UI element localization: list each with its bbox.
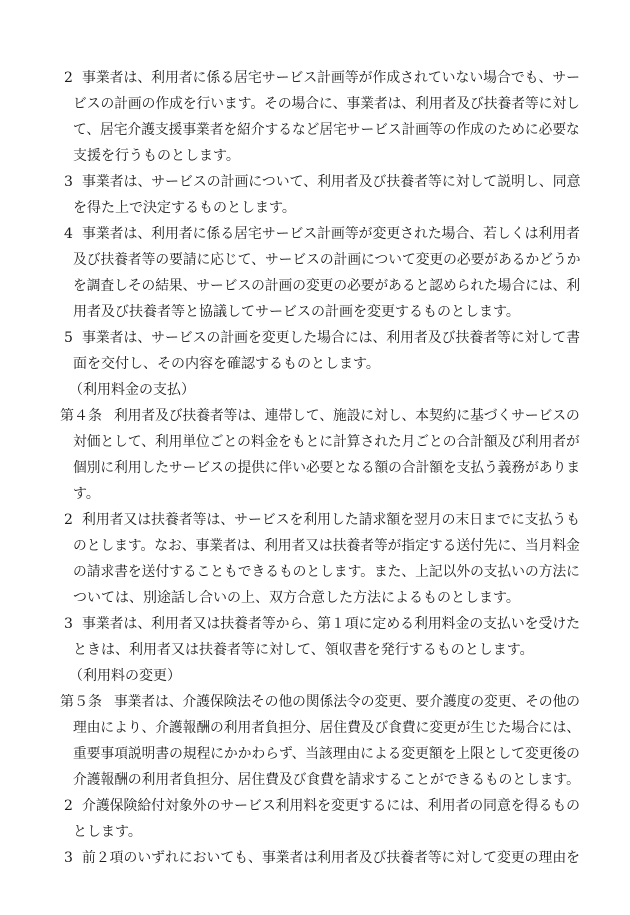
- line-text: ビスの計画の作成を行います。その場合に、事業者は、利用者及び扶養者等に対し: [73, 96, 580, 112]
- line-text: を得た上で決定するものとします。: [73, 200, 296, 216]
- line-text: 事業者は、利用者に係る居宅サービス計画等が作成されていない場合でも、サー: [82, 70, 581, 86]
- line-text: 事業者は、サービスの計画について、利用者及び扶養者等に対して説明し、同意: [82, 174, 581, 190]
- line-text: のとします。なお、事業者は、利用者又は扶養者等が指定する送付先に、当月料金: [73, 538, 580, 554]
- clause-number: 2: [64, 70, 73, 86]
- line-text: す。: [73, 486, 100, 502]
- line-text: 用者及び扶養者等と協議してサービスの計画を変更するものとします。: [73, 304, 520, 320]
- line-text: 支援を行うものとします。: [73, 148, 240, 164]
- clause-number: 5: [64, 330, 73, 346]
- line-text: を調査しその結果、サービスの計画の変更の必要があると認められた場合には、利: [73, 278, 581, 294]
- line-text: て、居宅介護支援事業者を紹介するなど居宅サービス計画等の作成のために必要な: [73, 122, 580, 138]
- line-text: ついては、別途話し合いの上、双方合意した方法によるものとします。: [73, 590, 520, 606]
- clause-number: 2: [64, 798, 73, 814]
- line-text: 介護保険給付対象外のサービス利用料を変更するには、利用者の同意を得るもの: [82, 798, 581, 814]
- line-text: 事業者は、サービスの計画を変更した場合には、利用者及び扶養者等に対して書: [82, 330, 581, 346]
- clause-number: 3: [64, 616, 73, 632]
- line-text: 及び扶養者等の要請に応じて、サービスの計画について変更の必要があるかどうか: [73, 252, 581, 268]
- line-text: 事業者は、利用者又は扶養者等から、第１項に定める利用料金の支払いを受けた: [82, 616, 581, 632]
- article-number: 第４条: [60, 408, 102, 424]
- article-caption: （利用料金の支払）: [69, 382, 195, 398]
- line-text: 重要事項説明書の規程にかかわらず、当該理由による変更額を上限として変更後の: [73, 746, 580, 762]
- clause-number: 3: [64, 850, 73, 866]
- line-text: 利用者又は扶養者等は、サービスを利用した請求額を翌月の末日までに支払うも: [82, 512, 581, 528]
- line-text: 介護報酬の利用者負担分、居住費及び食費を請求することができるものとします。: [73, 772, 580, 788]
- line-text: ときは、利用者又は扶養者等に対して、領収書を発行するものとします。: [73, 642, 534, 658]
- line-text: 個別に利用したサービスの提供に伴い必要となる額の合計額を支払う義務がありま: [73, 460, 581, 476]
- line-text: 理由により、介護報酬の利用者負担分、居住費及び食費に変更が生じた場合には、: [73, 720, 581, 736]
- line-text: 前２項のいずれにおいても、事業者は利用者及び扶養者等に対して変更の理由を: [82, 850, 581, 866]
- article-number: 第５条: [60, 694, 102, 710]
- line-text: 利用者及び扶養者等は、連帯して、施設に対し、本契約に基づくサービスの: [114, 408, 580, 424]
- line-text: 対価として、利用単位ごとの料金をもとに計算された月ごとの合計額及び利用者が: [73, 434, 580, 450]
- article-caption: （利用料の変更）: [69, 668, 181, 684]
- line-text: の請求書を送付することもできるものとします。また、上記以外の支払いの方法に: [73, 564, 580, 580]
- line-text: 事業者は、利用者に係る居宅サービス計画等が変更された場合、若しくは利用者: [82, 226, 581, 242]
- line-text: とします。: [73, 824, 142, 840]
- clause-number: 3: [64, 174, 73, 190]
- line-text: 面を交付し、その内容を確認するものとします。: [73, 356, 380, 372]
- clause-number: 2: [64, 512, 73, 528]
- line-text: 事業者は、介護保険法その他の関係法令の変更、要介護度の変更、その他の: [114, 694, 581, 710]
- clause-number: 4: [64, 226, 73, 242]
